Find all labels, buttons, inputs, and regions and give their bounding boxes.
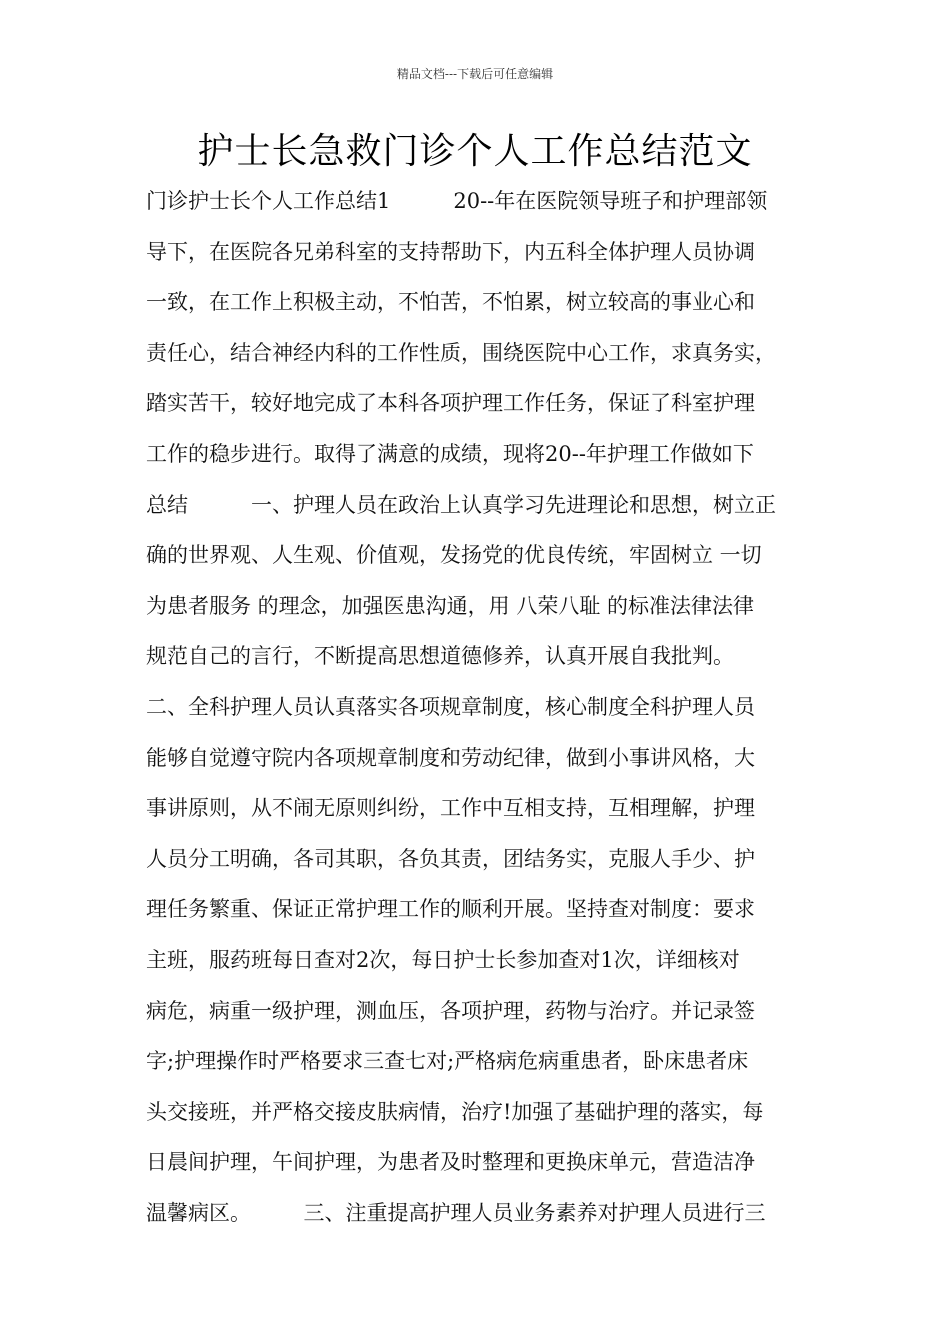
text-line: 二、全科护理人员认真落实各项规章制度，核心制度全科护理人员: [146, 694, 755, 719]
header-note: 精品文档---下载后可任意编辑: [396, 67, 554, 81]
text-line: 人员分工明确，各司其职，各负其责，团结务实，克服人手少、护: [146, 846, 755, 871]
text-line: 规范自己的言行，不断提高思想道德修养，认真开展自我批判。: [146, 644, 734, 669]
text-line: 字;护理操作时严格要求三查七对;严格病危病重患者，卧床患者床: [146, 1049, 749, 1074]
text-line: 踏实苦干，较好地完成了本科各项护理工作任务，保证了科室护理: [146, 391, 755, 416]
text-line: 病危，病重一级护理，测血压，各项护理，药物与治疗。并记录签: [146, 998, 755, 1023]
text-line: 一致，在工作上积极主动，不怕苦，不怕累，树立较高的事业心和: [146, 290, 755, 315]
document-title: 护士长急救门诊个人工作总结范文: [197, 131, 753, 172]
text-line: 责任心，结合神经内科的工作性质，围绕医院中心工作，求真务实，: [146, 340, 776, 365]
text-line: 能够自觉遵守院内各项规章制度和劳动纪律，做到小事讲风格，大: [146, 745, 755, 770]
text-line: 主班，服药班每日查对2次，每日护士长参加查对1次，详细核对: [146, 947, 740, 972]
text-line: 为患者服务 的理念，加强医患沟通，用 八荣八耻 的标准法律法律: [146, 593, 755, 618]
text-line: 工作的稳步进行。取得了满意的成绩，现将20--年护理工作做如下: [146, 441, 754, 466]
text-line: 确的世界观、人生观、价值观，发扬党的优良传统，牢固树立 一切: [146, 543, 762, 568]
text-line: 日晨间护理，午间护理，为患者及时整理和更换床单元，营造洁净: [146, 1150, 755, 1175]
text-line: 导下，在医院各兄弟科室的支持帮助下，内五科全体护理人员协调: [146, 239, 755, 264]
text-line: 事讲原则，从不闹无原则纠纷，工作中互相支持，互相理解，护理: [146, 796, 755, 821]
text-line: 总结 一、护理人员在政治上认真学习先进理论和思想，树立正: [146, 492, 776, 517]
text-line: 理任务繁重、保证正常护理工作的顺利开展。坚持查对制度：要求: [146, 897, 755, 922]
document-body: [146, 176, 810, 1238]
text-line: 温馨病区。 三、注重提高护理人员业务素养对护理人员进行三: [146, 1200, 766, 1225]
text-line: 头交接班，并严格交接皮肤病情，治疗!加强了基础护理的落实，每: [146, 1099, 764, 1124]
text-line: 门诊护士长个人工作总结1 20--年在医院领导班子和护理部领: [146, 189, 768, 213]
